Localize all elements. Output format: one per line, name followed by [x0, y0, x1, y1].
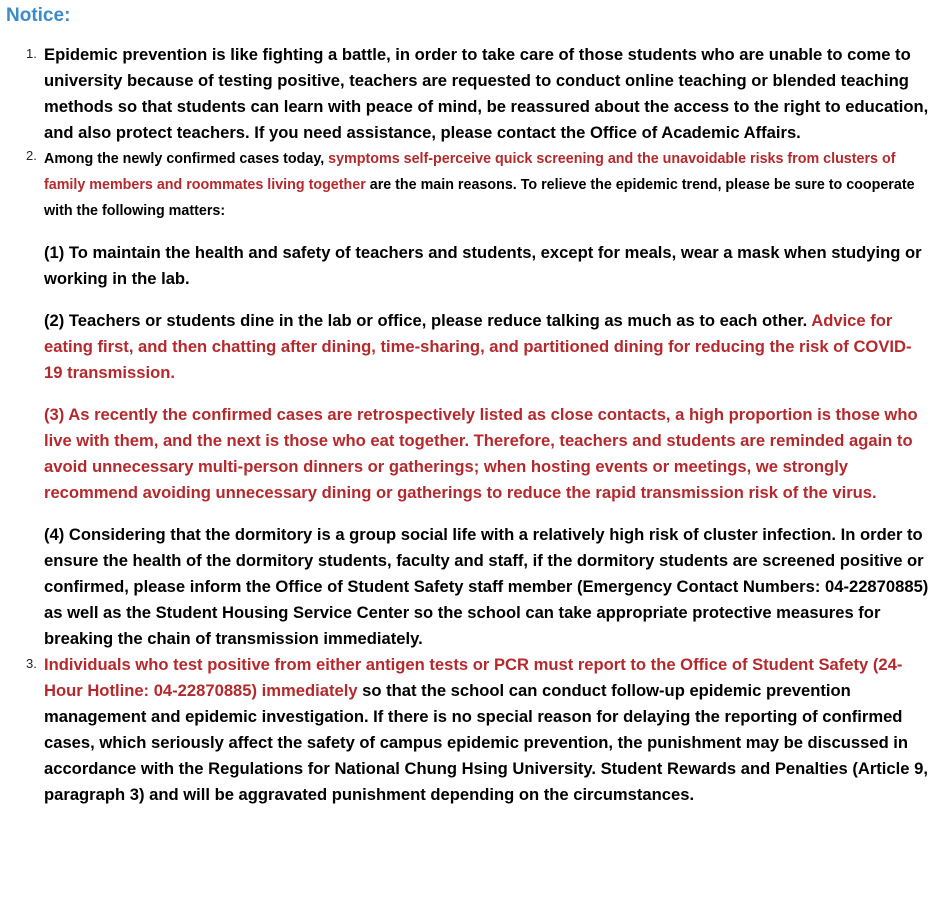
notice-heading: Notice:	[6, 5, 71, 26]
notice-item-2	[26, 146, 929, 652]
sub-item-text: (2) Teachers or students dine in the lab or office, please reduce talking as much as to each other.	[44, 311, 812, 330]
sub-item-4	[44, 522, 929, 652]
notice-list	[6, 42, 929, 808]
intro-text-after: are the main reasons. To relieve the epidemic trend, please be sure to cooperate with the following matters:	[44, 177, 915, 219]
intro-text-before: Among the newly confirmed cases today,	[44, 151, 329, 167]
list-number: 2.	[26, 148, 37, 163]
list-number: 3.	[26, 656, 37, 671]
sub-item-text: (1) To maintain the health and safety of teachers and students, except for meals, wear a mask when studying or working in the lab.	[44, 243, 922, 288]
notice-text-body: Epidemic prevention is like fighting a battle, in order to take care of those students who are unable to come to university because of testing positive, teachers are requested to conduct online teaching or blended teaching methods so that students can learn with peace of mind, be reassured about the access to the right to education, and also protect teachers. If you need assistance, please contact the Office of Academic Affairs.	[44, 45, 929, 142]
notice-text-after: so that the school can conduct follow-up epidemic prevention management and epidemic investigation. If there is no special reason for delaying the reporting of confirmed cases, which seriously affect the safety of campus epidemic prevention, the punishment may be discussed in accordance with the Regulations for National Chung Hsing University. Student Rewards and Penalties (Article 9, paragraph 3) and will be aggravated punishment depending on the circumstances.	[44, 681, 928, 804]
sub-item-1	[44, 240, 929, 292]
sub-item-text: (4) Considering that the dormitory is a group social life with a relatively high risk of cluster infection. In order to ensure the health of the dormitory students, faculty and staff, if the dormitory students are screened positive or confirmed, please inform the Office of Student Safety staff member (Emergency Contact Numbers: 04-22870885) as well as the Student Housing Service Center so the school can take appropriate protective measures for breaking the chain of transmission immediately.	[44, 525, 929, 648]
list-number: 1.	[26, 46, 37, 61]
sub-item-2	[44, 308, 929, 386]
sub-item-3	[44, 402, 929, 506]
notice-item-3	[26, 652, 929, 808]
intro-highlight: symptoms self-perceive quick screening and the unavoidable risks from clusters of family members and roommates living together	[44, 151, 896, 193]
notice-intro	[44, 146, 929, 224]
sub-item-highlight: (3) As recently the confirmed cases are retrospectively listed as close contacts, a high proportion is those who live with them, and the next is those who eat together. Therefore, teachers and students are reminded again to avoid unnecessary multi-person dinners or gatherings; when hosting events or meetings, we strongly recommend avoiding unnecessary dining or gatherings to reduce the rapid transmission risk of the virus.	[44, 405, 918, 502]
notice-highlight: Individuals who test positive from either antigen tests or PCR must report to the Office of Student Safety (24-Hour Hotline: 04-22870885) immediately	[44, 655, 903, 700]
notice-text	[44, 652, 929, 808]
notice-item-1	[26, 42, 929, 146]
notice-text	[44, 42, 929, 146]
sub-item-highlight: Advice for eating first, and then chatting after dining, time-sharing, and partitioned dining for reducing the risk of COVID-19 transmission.	[44, 311, 912, 382]
